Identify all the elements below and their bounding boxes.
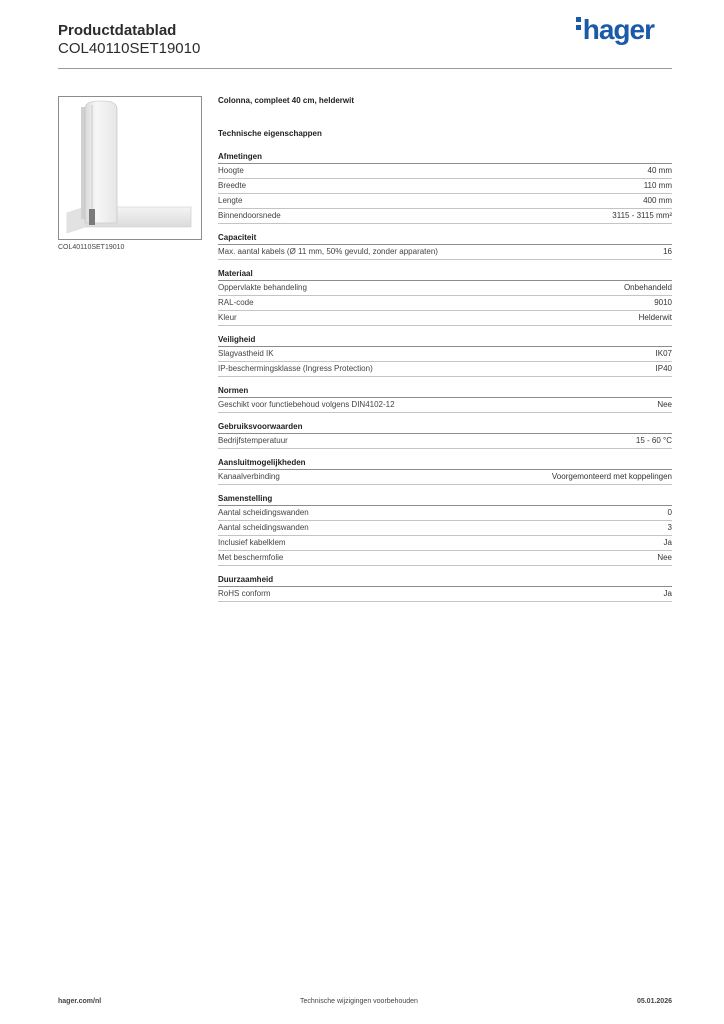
spec-value: 3115 - 3115 mm² [612,211,672,220]
spec-row [218,194,672,209]
spec-value: Helderwit [638,313,672,322]
spec-label: Kanaalverbinding [218,472,280,481]
section-title: Materiaal [218,269,672,281]
spec-value: Nee [657,400,672,409]
logo-dots-icon [576,17,581,33]
product-title: Colonna, compleet 40 cm, helderwit [218,96,355,105]
spec-row [218,311,672,326]
logo-text: hager [582,14,654,45]
spec-label: IP-beschermingsklasse (Ingress Protection) [218,364,373,373]
spec-value: Voorgemonteerd met koppelingen [551,472,672,481]
image-caption: COL40110SET19010 [58,244,125,251]
footer-website-link[interactable]: hager.com/nl [58,998,102,1005]
spec-label: Geschikt voor functiebehoud volgens DIN4102-12 [218,400,395,409]
spec-row [218,434,672,449]
spec-row [218,281,672,296]
spec-row [218,362,672,377]
spec-value: Ja [663,589,672,598]
hager-logo [576,14,654,46]
page-title: Productdatablad [58,22,177,39]
spec-label: Inclusief kabelklem [218,538,286,547]
section-aansluitmogelijkheden [218,458,672,485]
spec-value: 16 [663,247,672,256]
spec-row [218,245,672,260]
section-samenstelling [218,494,672,566]
spec-row [218,296,672,311]
spec-value: 0 [667,508,672,517]
spec-row [218,506,672,521]
spec-value: Ja [663,538,672,547]
section-title: Afmetingen [218,152,672,164]
spec-value: 9010 [654,298,672,307]
spec-value: 110 mm [643,181,672,190]
spec-value: 3 [667,523,672,532]
section-gebruiksvoorwaarden [218,422,672,449]
spec-row [218,179,672,194]
spec-label: Slagvastheid IK [218,349,274,358]
spec-row [218,521,672,536]
spec-label: Oppervlakte behandeling [218,283,307,292]
spec-row [218,209,672,224]
spec-label: Binnendoorsnede [218,211,281,220]
product-image [58,96,202,240]
spec-value: Onbehandeld [623,283,672,292]
spec-row [218,470,672,485]
spec-row [218,164,672,179]
spec-row [218,536,672,551]
product-code: COL40110SET19010 [58,40,201,57]
spec-label: Bedrijfstemperatuur [218,436,288,445]
spec-label: Aantal scheidingswanden [218,508,309,517]
section-normen [218,386,672,413]
spec-row [218,398,672,413]
spec-label: Aantal scheidingswanden [218,523,309,532]
footer-notice: Technische wijzigingen voorbehouden [300,998,418,1005]
spec-label: RoHS conform [218,589,271,598]
footer-date: 05.01.2026 [636,998,672,1005]
technical-properties-title: Technische eigenschappen [218,129,322,138]
spec-value: 40 mm [647,166,672,175]
spec-value: IP40 [655,364,672,373]
spec-row [218,551,672,566]
spec-label: Met beschermfolie [218,553,284,562]
header-divider [58,68,672,69]
spec-label: Max. aantal kabels (Ø 11 mm, 50% gevuld, zonder apparaten) [218,247,438,256]
spec-value: Nee [657,553,672,562]
spec-label: Breedte [218,181,247,190]
section-afmetingen [218,152,672,224]
cable-duct-column-icon [59,97,201,239]
section-title: Normen [218,386,672,398]
spec-content [218,96,672,611]
spec-row [218,587,672,602]
section-title: Capaciteit [218,233,672,245]
section-title: Veiligheid [218,335,672,347]
spec-label: Lengte [218,196,243,205]
spec-label: Hoogte [218,166,244,175]
spec-value: IK07 [655,349,672,358]
spec-row [218,347,672,362]
section-capaciteit [218,233,672,260]
section-title: Samenstelling [218,494,672,506]
spec-label: RAL-code [218,298,254,307]
section-materiaal [218,269,672,326]
section-title: Aansluitmogelijkheden [218,458,672,470]
spec-value: 400 mm [643,196,672,205]
section-title: Gebruiksvoorwaarden [218,422,672,434]
spec-value: 15 - 60 °C [635,436,672,445]
spec-label: Kleur [218,313,237,322]
section-duurzaamheid [218,575,672,602]
section-title: Duurzaamheid [218,575,672,587]
section-veiligheid [218,335,672,377]
